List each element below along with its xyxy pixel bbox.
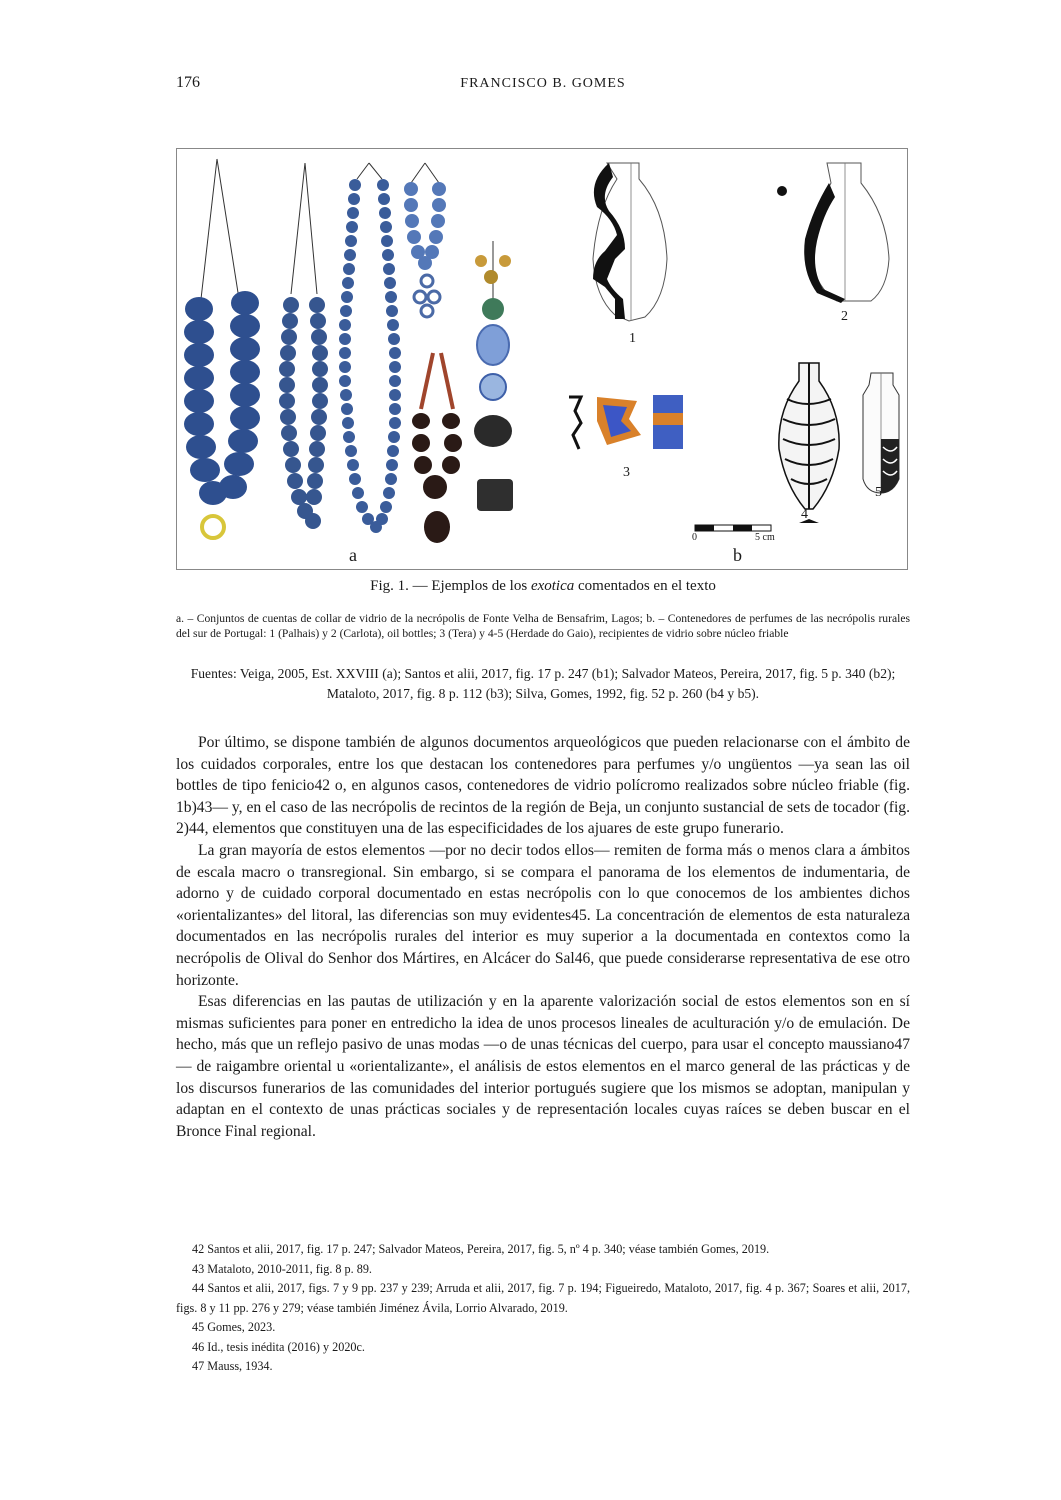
figure-sources: Fuentes: Veiga, 2005, Est. XXVIII (a); Santos et alii, 2017, fig. 17 p. 247 (b1); Salvador Mateos, Pereira, 2017, fig. 5 p. 340 (b2); Mataloto, 2017, fig. 8 p. 112 (b3); Silva, Gomes, 1992, fig. 52 p. 260 (b4 y b5). — [190, 666, 896, 701]
label-item-1: 1 — [629, 331, 636, 346]
vessel-5-alabastron — [863, 373, 899, 493]
caption-detail: a. – Conjuntos de cuentas de collar de vidrio de la necrópolis de Fonte Velha de Bensafrim, Lagos; b. – Contenedores de perfumes de las necrópolis rurales del sur de Portugal: 1 (Palhais) y 2 (Carlota), oil bottles; 3 (Tera) y 4-5 (Herdade do Gaio), recipientes de vidrio sobre núcleo friable — [176, 612, 910, 640]
paragraph: Esas diferencias en las pautas de utilización y en la aparente valorización social de estos elementos son en sí mismas suficientes para poner en entredicho la idea de unos procesos lineales de aculturación y/o de emulación. De hecho, más que un reflejo pasivo de unas modas —o de unas técnicas del cuerpo, para usar el concepto maussiano47— de raigambre oriental u «orientalizante», el análisis de estos elementos en el marco general de las prácticas y de los discursos funerarios de las comunidades del interior portugués sugiere que los mismos se adoptan, manipulan y adaptan en el contexto de unas prácticas sociales y de representación locales cuyas raíces se deben buscar en el Bronce Final regional. — [176, 993, 910, 1140]
footnote: 44 Santos et alii, 2017, figs. 7 y 9 pp. 237 y 239; Arruda et alii, 2017, fig. 7 p. 194; Figueiredo, Mataloto, 2017, fig. 4 p. 367; Soares et alii, 2017, figs. 8 y 11 pp. 276 y 279; véase también Jiménez Ávila, Lorrio Alvarado, 2019. — [176, 1281, 910, 1315]
footnote: 46 Id., tesis inédita (2016) y 2020c. — [192, 1339, 365, 1354]
vessel-4-amphoriskos — [779, 363, 839, 523]
label-item-2: 2 — [841, 309, 848, 324]
footnote: 42 Santos et alii, 2017, fig. 17 p. 247; Salvador Mateos, Pereira, 2017, fig. 5, nº 4 p. 340; véase también Gomes, 2019. — [192, 1242, 770, 1256]
running-head — [176, 74, 910, 96]
figure-1 — [176, 148, 908, 570]
body-text — [176, 732, 910, 1142]
scale-bar — [695, 525, 771, 531]
vessel-1-oil-bottle — [593, 163, 667, 321]
paragraph: La gran mayoría de estos elementos —por no decir todos ellos— remiten de forma más o menos clara a ámbitos de escala macro o transregional. Sin embargo, si se compara el panorama de los elementos de indumentaria, de adorno y de cuidado corporal documentado en estas necrópolis con lo que conocemos de los ambientes dichos «orientalizantes» del litoral, las diferencias son muy evidentes45. La concentración de elementos de esta naturaleza documentados en las necrópolis rurales del interior es muy superior a la documentada en contextos como la necrópolis de Olival do Senhor dos Mártires, en Alcácer do Sal46, que puede considerarse representativa de ese otro horizonte. — [176, 841, 910, 989]
scale-label-five: 5 cm — [755, 532, 775, 543]
vessel-2-oil-bottle — [777, 163, 889, 303]
footnote: 43 Mataloto, 2010-2011, fig. 8 p. 89. — [192, 1261, 372, 1276]
panel-label-b: b — [733, 545, 742, 565]
footnotes — [176, 1240, 910, 1377]
necklace-pendant — [404, 163, 446, 317]
caption-prefix: Fig. 1. — Ejemplos de los — [370, 578, 531, 594]
label-item-3: 3 — [623, 465, 630, 480]
running-head-author: FRANCISCO B. GOMES — [460, 76, 626, 91]
scale-label-zero: 0 — [692, 532, 697, 543]
necklace-dark-amulet — [412, 353, 462, 543]
paragraph: Por último, se dispone también de algunos documentos arqueológicos que pueden relacionarse con el ámbito de los cuidados corporales, entre los que destacan los contenedores para perfumes y/o ungüentos —ya sean las oil bottles de tipo fenicio42 o, en algunos casos, contenedores de vidrio polícromo realizados sobre núcleo friable (fig. 1b)43— y, en el caso de las necrópolis de recintos de la región de Beja, un conjunto sustancial de sets de tocador (fig. 2)44, elementos que constituyen una de las especificidades de los ajuares de este grupo funerario. — [176, 734, 910, 838]
page-number: 176 — [176, 74, 200, 91]
necklace-large-beads — [184, 159, 260, 538]
label-item-4: 4 — [801, 507, 808, 522]
panel-label-a: a — [349, 545, 357, 565]
footnote: 45 Gomes, 2023. — [192, 1320, 276, 1334]
necklace-polychrome — [474, 241, 513, 511]
caption-suffix: comentados en el texto — [574, 578, 716, 594]
figure-caption — [176, 578, 910, 595]
label-item-5: 5 — [875, 485, 882, 500]
vessel-3-glass-fragments — [569, 395, 683, 449]
footnote: 47 Mauss, 1934. — [192, 1359, 273, 1373]
necklace-medium-beads — [279, 163, 328, 529]
necklace-small-beads — [339, 163, 401, 533]
figure-illustration — [177, 149, 908, 570]
caption-italic: exotica — [530, 578, 575, 594]
